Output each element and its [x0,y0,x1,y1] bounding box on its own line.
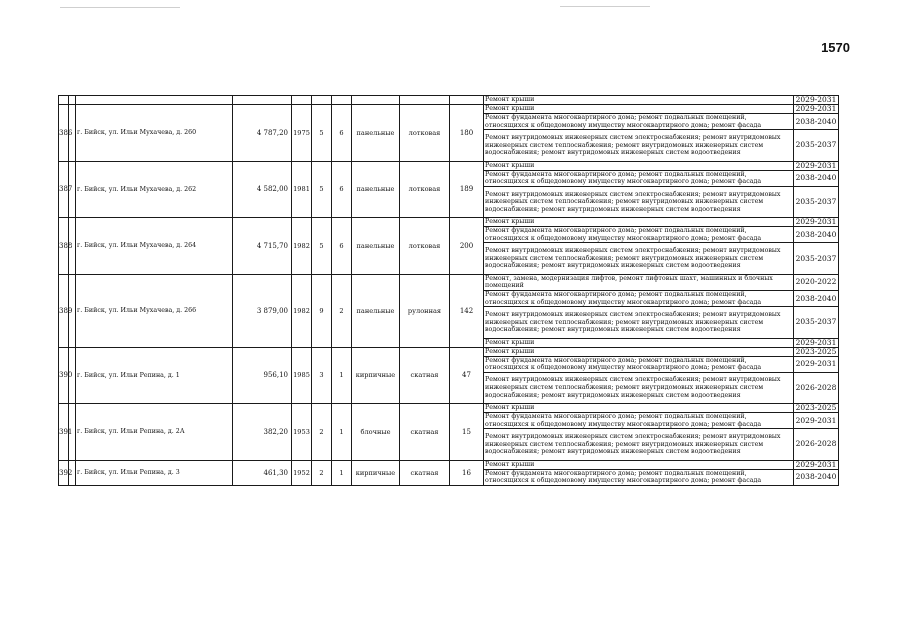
construction-year: 1953 [292,404,312,461]
wall-material: блочные [352,404,400,461]
work-description: Ремонт внутридомовых инженерных систем электроснабжения; ремонт внутридомовых инженерных систем теплоснабжения; ремонт внутридомовых инженерных систем водоснабжения; ремонт внутридомовых инженерных систем водоотведения [484,307,794,338]
construction-year: 1982 [292,274,312,347]
work-period: 2029-2031 [794,218,839,227]
work-period: 2029-2031 [794,356,839,372]
work-period: 2038-2040 [794,469,839,485]
work-description: Ремонт внутридомовых инженерных систем электроснабжения; ремонт внутридомовых инженерных систем теплоснабжения; ремонт внутридомовых инженерных систем водоснабжения; ремонт внутридомовых инженерных систем водоотведения [484,372,794,403]
roof-type: скатная [400,460,450,485]
row-number: 390 [59,347,69,404]
work-period: 2038-2040 [794,227,839,243]
floor-count: 3 [312,347,332,404]
wall-material: панельные [352,274,400,347]
building-address: г. Бийск, ул. Ильи Мухачева, д. 266 [76,274,233,347]
work-description: Ремонт фундамента многоквартирного дома; ремонт подвальных помещений, относящихся к общедомовому имуществу многоквартирного дома; ремонт фасада [484,356,794,372]
floor-count: 9 [312,274,332,347]
work-description: Ремонт фундамента многоквартирного дома; ремонт подвальных помещений, относящихся к общедомовому имуществу многоквартирного дома; ремонт фасада [484,469,794,485]
building-row [59,274,839,290]
construction-year: 1985 [292,347,312,404]
total-area: 4 715,70 [233,218,292,275]
work-description: Ремонт внутридомовых инженерных систем электроснабжения; ремонт внутридомовых инженерных систем теплоснабжения; ремонт внутридомовых инженерных систем водоснабжения; ремонт внутридомовых инженерных систем водоотведения [484,243,794,274]
work-period: 2029-2031 [794,96,839,105]
work-period: 2029-2031 [794,338,839,347]
work-description: Ремонт фундамента многоквартирного дома; ремонт подвальных помещений, относящихся к общедомовому имуществу многоквартирного дома; ремонт фасада [484,227,794,243]
entrance-count: 1 [332,404,352,461]
work-description: Ремонт внутридомовых инженерных систем электроснабжения; ремонт внутридомовых инженерных систем теплоснабжения; ремонт внутридомовых инженерных систем водоснабжения; ремонт внутридомовых инженерных систем водоотведения [484,429,794,460]
empty-cell [292,96,312,105]
work-description: Ремонт фундамента многоквартирного дома; ремонт подвальных помещений, относящихся к общедомовому имуществу многоквартирного дома; ремонт фасада [484,413,794,429]
building-row [59,404,839,413]
roof-type: рулонная [400,274,450,347]
work-description: Ремонт крыши [484,404,794,413]
work-description: Ремонт крыши [484,218,794,227]
entrance-count: 1 [332,347,352,404]
work-description: Ремонт крыши [484,460,794,469]
building-address: г. Бийск, ул. Ильи Репина, д. 1 [76,347,233,404]
empty-cell [332,96,352,105]
work-description: Ремонт внутридомовых инженерных систем электроснабжения; ремонт внутридомовых инженерных систем теплоснабжения; ремонт внутридомовых инженерных систем водоснабжения; ремонт внутридомовых инженерных систем водоотведения [484,130,794,161]
work-period: 2023-2025 [794,347,839,356]
resident-count: 180 [450,105,484,162]
roof-type: лотковая [400,161,450,218]
row-number: 387 [59,161,69,218]
floor-count: 5 [312,161,332,218]
work-period: 2035-2037 [794,307,839,338]
capital-repair-table [58,95,839,486]
building-row [59,347,839,356]
wall-material: панельные [352,161,400,218]
resident-count: 189 [450,161,484,218]
building-address: г. Бийск, ул. Ильи Репина, д. 3 [76,460,233,485]
work-period: 2026-2028 [794,429,839,460]
floor-count: 5 [312,218,332,275]
total-area: 382,20 [233,404,292,461]
resident-count: 200 [450,218,484,275]
work-description: Ремонт крыши [484,105,794,114]
total-area: 4 787,20 [233,105,292,162]
total-area: 3 879,00 [233,274,292,347]
floor-count: 2 [312,460,332,485]
entrance-count: 2 [332,274,352,347]
empty-cell [59,96,69,105]
page-number: 1570 [821,40,850,55]
work-period: 2035-2037 [794,186,839,217]
work-period: 2035-2037 [794,243,839,274]
work-period: 2020-2022 [794,274,839,290]
row-number: 388 [59,218,69,275]
work-description: Ремонт крыши [484,347,794,356]
work-period: 2023-2025 [794,404,839,413]
construction-year: 1952 [292,460,312,485]
empty-cell [69,96,76,105]
work-description: Ремонт фундамента многоквартирного дома; ремонт подвальных помещений, относящихся к общедомовому имуществу многоквартирного дома; ремонт фасада [484,290,794,306]
total-area: 956,10 [233,347,292,404]
work-description: Ремонт крыши [484,96,794,105]
building-address: г. Бийск, ул. Ильи Репина, д. 2А [76,404,233,461]
work-period: 2035-2037 [794,130,839,161]
row-number: 392 [59,460,69,485]
total-area: 461,30 [233,460,292,485]
work-period: 2038-2040 [794,290,839,306]
resident-count: 16 [450,460,484,485]
building-row [59,105,839,114]
roof-type: лотковая [400,218,450,275]
work-period: 2038-2040 [794,114,839,130]
work-description: Ремонт крыши [484,338,794,347]
roof-type: скатная [400,404,450,461]
work-period: 2029-2031 [794,460,839,469]
work-description: Ремонт, замена, модернизация лифтов, ремонт лифтовых шахт, машинных и блочных помещений [484,274,794,290]
construction-year: 1982 [292,218,312,275]
empty-cell [312,96,332,105]
row-number: 386 [59,105,69,162]
work-description: Ремонт фундамента многоквартирного дома; ремонт подвальных помещений, относящихся к общедомовому имуществу многоквартирного дома; ремонт фасада [484,170,794,186]
construction-year: 1975 [292,105,312,162]
empty-cell [400,96,450,105]
work-period: 2029-2031 [794,105,839,114]
empty-cell [76,96,233,105]
row-number: 391 [59,404,69,461]
resident-count: 15 [450,404,484,461]
work-description: Ремонт крыши [484,161,794,170]
work-period: 2038-2040 [794,170,839,186]
continuation-row [59,96,839,105]
entrance-count: 6 [332,161,352,218]
empty-cell [233,96,292,105]
construction-year: 1981 [292,161,312,218]
work-period: 2026-2028 [794,372,839,403]
empty-cell [450,96,484,105]
roof-type: лотковая [400,105,450,162]
building-row [59,460,839,469]
row-number: 389 [59,274,69,347]
work-description: Ремонт внутридомовых инженерных систем электроснабжения; ремонт внутридомовых инженерных систем теплоснабжения; ремонт внутридомовых инженерных систем водоснабжения; ремонт внутридомовых инженерных систем водоотведения [484,186,794,217]
wall-material: панельные [352,218,400,275]
building-row [59,218,839,227]
wall-material: кирпичные [352,347,400,404]
entrance-count: 6 [332,218,352,275]
building-address: г. Бийск, ул. Ильи Мухачева, д. 264 [76,218,233,275]
roof-type: скатная [400,347,450,404]
wall-material: панельные [352,105,400,162]
total-area: 4 582,00 [233,161,292,218]
resident-count: 142 [450,274,484,347]
entrance-count: 6 [332,105,352,162]
wall-material: кирпичные [352,460,400,485]
work-period: 2029-2031 [794,161,839,170]
building-address: г. Бийск, ул. Ильи Мухачева, д. 262 [76,161,233,218]
resident-count: 47 [450,347,484,404]
work-description: Ремонт фундамента многоквартирного дома; ремонт подвальных помещений, относящихся к общедомовому имуществу многоквартирного дома; ремонт фасада [484,114,794,130]
work-period: 2029-2031 [794,413,839,429]
building-address: г. Бийск, ул. Ильи Мухачева, д. 260 [76,105,233,162]
floor-count: 5 [312,105,332,162]
entrance-count: 1 [332,460,352,485]
floor-count: 2 [312,404,332,461]
building-row [59,161,839,170]
empty-cell [352,96,400,105]
